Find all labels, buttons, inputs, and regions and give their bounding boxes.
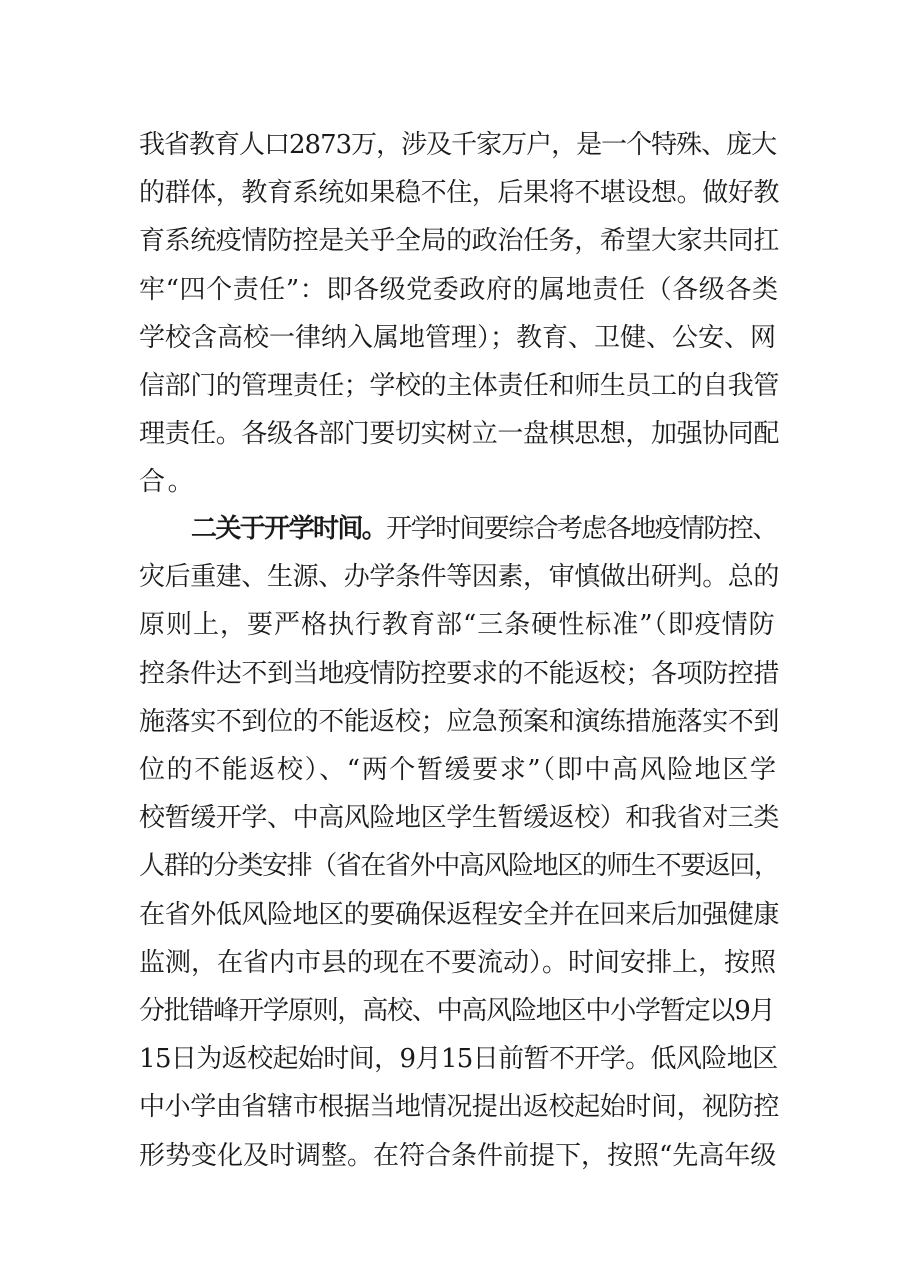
section-heading: 二关于开学时间。 — [191, 514, 387, 544]
text-line: 在省外低风险地区的要确保返程安全并在回来后加强健康 — [139, 899, 780, 930]
paragraph-first-line — [139, 505, 779, 553]
text-line: 中小学由省辖市根据当地情况提出返校起始时间，视防控 — [139, 1092, 780, 1123]
text-line: 分批错峰开学原则，高校、中高风险地区中小学暂定以9月 — [139, 996, 775, 1027]
text-line: 信部门的管理责任；学校的主体责任和师生员工的自我管 — [139, 371, 780, 402]
text-line: 监测，在省内市县的现在不要流动）。时间安排上，按照 — [139, 947, 777, 978]
text-line: 15日为返校起始时间，9月15日前暂不开学。低风险地区 — [139, 1044, 778, 1075]
text-line: 形势变化及时调整。在符合条件前提下，按照“先高年级 — [139, 1140, 777, 1171]
text-line: 位的不能返校）、“两个暂缓要求”（即中高风险地区学 — [139, 755, 778, 786]
text-line: 合。 — [139, 467, 197, 498]
text-line: 施落实不到位的不能返校；应急预案和演练措施落实不到 — [139, 706, 780, 737]
text-line: 理责任。各级各部门要切实树立一盘棋思想，加强协同配 — [139, 419, 780, 450]
text-line: 学校含高校一律纳入属地管理）；教育、卫健、公安、网 — [139, 322, 777, 353]
text-run: 开学时间要综合考虑各地疫情防控、 — [386, 514, 777, 544]
text-line: 的群体，教育系统如果稳不住，后果将不堪设想。做好教 — [139, 178, 780, 209]
text-line: 牢“四个责任”：即各级党委政府的属地责任（各级各类 — [139, 274, 779, 305]
paragraph-responsibilities — [139, 121, 779, 507]
text-line: 人群的分类安排（省在省外中高风险地区的师生不要返回， — [139, 851, 779, 882]
text-line: 灾后重建、生源、办学条件等因素，审慎做出研判。总的 — [139, 562, 780, 593]
text-line: 原则上，要严格执行教育部“三条硬性标准”（即疫情防 — [139, 610, 776, 641]
text-line: 校暂缓开学、中高风险地区学生暂缓返校）和我省对三类 — [139, 803, 780, 834]
text-line: 育系统疫情防控是关乎全局的政治任务，希望大家共同扛 — [139, 226, 780, 257]
text-line: 控条件达不到当地疫情防控要求的不能返校；各项防控措 — [139, 658, 780, 689]
paragraph-school-opening — [139, 505, 779, 1180]
text-line: 我省教育人口2873万，涉及千家万户，是一个特殊、庞大 — [139, 130, 777, 160]
